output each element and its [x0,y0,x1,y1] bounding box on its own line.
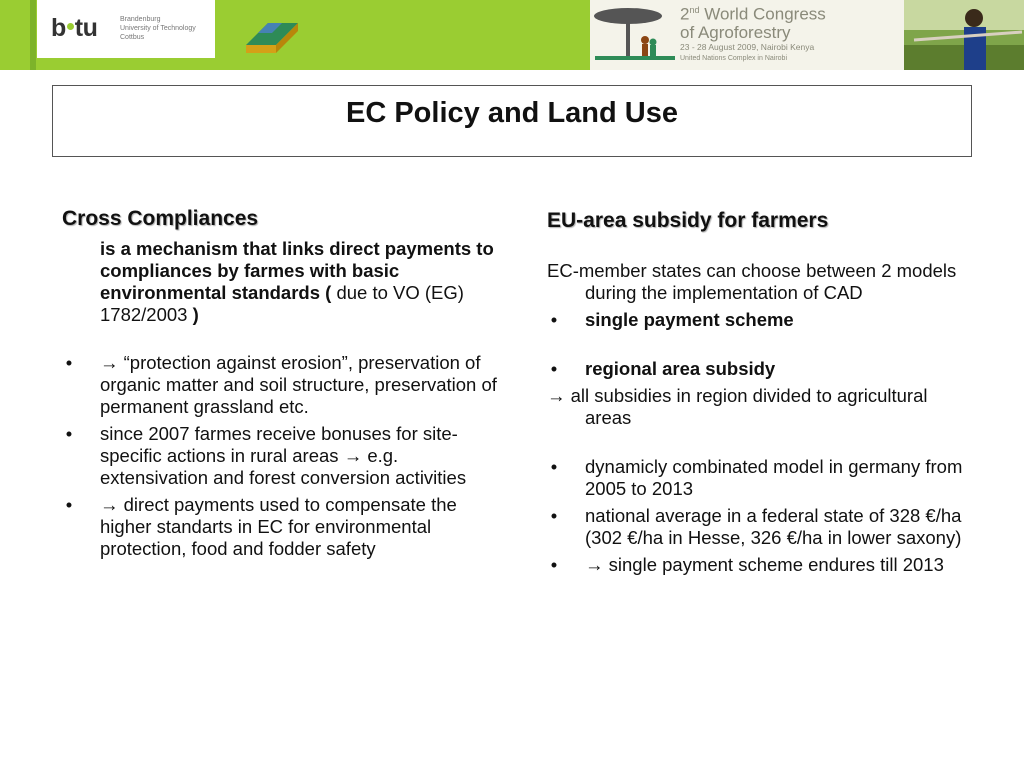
list-item: • national average in a federal state of 328 €/ha (302 €/ha in Hesse, 326 €/ha in lower saxony) [547,505,967,549]
list-item: • → direct payments used to compensate the higher standarts in EC for environmental protection, food and fodder safety [62,494,502,560]
acacia-tree-icon [590,0,680,70]
list-item: • since 2007 farmes receive bonuses for site-specific actions in rural areas → e.g. extensivation and forest conversion activities [62,423,502,489]
list-item: • → “protection against erosion”, preservation of organic matter and soil structure, preservation of permanent grassland etc. [62,352,502,418]
title-box [52,85,972,157]
right-intro: EC-member states can choose between 2 models during the implementation of CAD [547,260,957,303]
list-item: • single payment scheme [547,309,967,331]
bullet: • [65,494,73,515]
left-heading: Cross Compliances [62,207,259,230]
header-band [0,0,1024,70]
btu-logo-text: Brandenburg University of Technology Cottbus [120,16,196,41]
btu-logo: b tu [51,14,98,42]
congress-banner [590,0,1024,70]
right-arrow-note: → all subsidies in region divided to agricultural areas [547,385,928,428]
bullet: • [550,505,558,526]
left-column [62,208,502,560]
slide-title: EC Policy and Land Use [346,97,678,129]
land-use-icon [236,15,300,55]
header-stripe [30,0,36,70]
left-intro: is a mechanism that links direct payments to compliances by farmes with basic environmental standards ( due to VO (EG) 1782/2003 ) [100,238,494,325]
bullet: • [65,423,73,444]
farmer-photo [904,0,1024,70]
right-heading: EU-area subsidy for farmers [547,209,829,232]
right-column [547,208,967,576]
list-item: • regional area subsidy [547,358,967,380]
list-item: • dynamicly combinated model in germany from 2005 to 2013 [547,456,967,500]
congress-details: 23 - 28 August 2009, Nairobi Kenya United Nations Complex in Nairobi [680,42,815,62]
btu-logo-box [37,0,215,58]
bullet: • [550,358,558,379]
bullet: • [550,554,558,575]
bullet: • [65,352,73,373]
list-item: • → single payment scheme endures till 2013 [547,554,967,576]
congress-title: 2nd World Congress of Agroforestry [680,4,826,42]
bullet: • [550,309,558,330]
bullet: • [550,456,558,477]
